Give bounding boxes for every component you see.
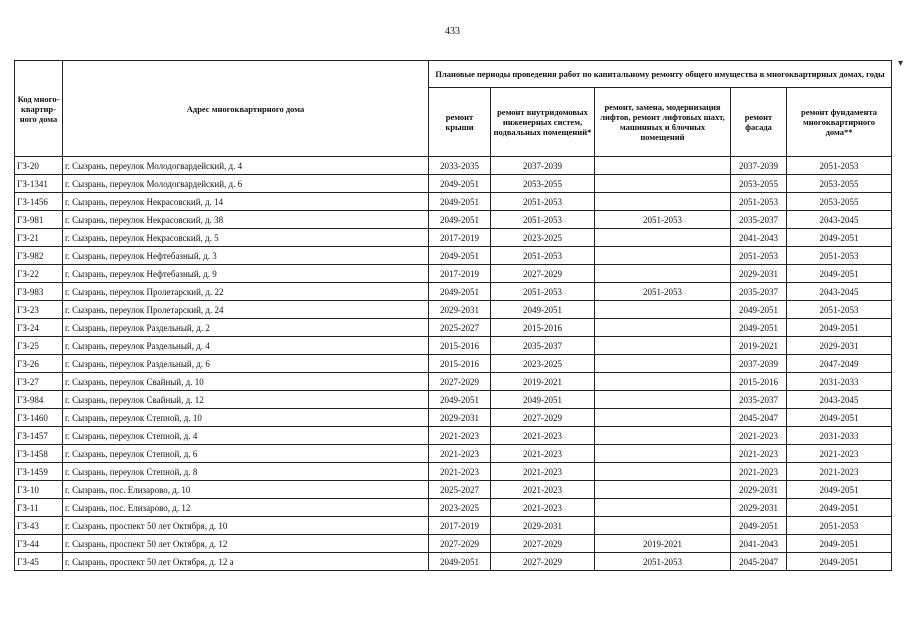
- cell-elevators: [595, 355, 731, 373]
- cell-roof: 2029-2031: [429, 301, 491, 319]
- cell-engineering: 2027-2029: [491, 265, 595, 283]
- header-foundation: ремонт фундамента многоквартирного дома**: [787, 88, 892, 157]
- cell-roof: 2033-2035: [429, 157, 491, 175]
- table-row: [15, 355, 892, 373]
- cell-facade: 2037-2039: [731, 157, 787, 175]
- cell-roof: 2023-2025: [429, 499, 491, 517]
- cell-elevators: [595, 319, 731, 337]
- table-row: [15, 445, 892, 463]
- table-row: [15, 481, 892, 499]
- cell-elevators: [595, 517, 731, 535]
- table-row: [15, 175, 892, 193]
- cell-elevators: [595, 247, 731, 265]
- cell-roof: 2049-2051: [429, 247, 491, 265]
- cell-foundation: 2029-2031: [787, 337, 892, 355]
- table-row: [15, 409, 892, 427]
- cell-code: ГЗ-982: [15, 247, 63, 265]
- cell-elevators: [595, 499, 731, 517]
- header-engineering: ремонт внутридомовых инженерных систем, подвальных помещений*: [491, 88, 595, 157]
- cell-code: ГЗ-1460: [15, 409, 63, 427]
- cell-foundation: 2051-2053: [787, 157, 892, 175]
- cell-facade: 2051-2053: [731, 193, 787, 211]
- table-row: [15, 211, 892, 229]
- table-row: [15, 283, 892, 301]
- cell-code: ГЗ-1459: [15, 463, 63, 481]
- cell-engineering: 2053-2055: [491, 175, 595, 193]
- header-address: Адрес многоквартирного дома: [63, 61, 429, 157]
- cell-foundation: 2021-2023: [787, 445, 892, 463]
- cell-engineering: 2027-2029: [491, 553, 595, 571]
- table-row: [15, 247, 892, 265]
- cell-engineering: 2023-2025: [491, 229, 595, 247]
- cell-roof: 2049-2051: [429, 211, 491, 229]
- cell-roof: 2027-2029: [429, 373, 491, 391]
- cell-foundation: 2051-2053: [787, 247, 892, 265]
- cell-code: ГЗ-25: [15, 337, 63, 355]
- header-code: Код много-квартир-ного дома: [15, 61, 63, 157]
- table-row: [15, 157, 892, 175]
- cell-engineering: 2049-2051: [491, 301, 595, 319]
- cell-address: г. Сызрань, переулок Молодогвардейский, д. 4: [63, 157, 429, 175]
- cell-code: ГЗ-43: [15, 517, 63, 535]
- table-row: [15, 301, 892, 319]
- cell-code: ГЗ-11: [15, 499, 63, 517]
- cell-foundation: 2051-2053: [787, 301, 892, 319]
- cell-facade: 2029-2031: [731, 265, 787, 283]
- cell-address: г. Сызрань, переулок Раздельный, д. 4: [63, 337, 429, 355]
- cell-code: ГЗ-24: [15, 319, 63, 337]
- cell-facade: 2051-2053: [731, 247, 787, 265]
- cell-elevators: 2051-2053: [595, 553, 731, 571]
- cell-elevators: 2051-2053: [595, 283, 731, 301]
- cell-address: г. Сызрань, переулок Молодогвардейский, д. 6: [63, 175, 429, 193]
- cell-facade: 2041-2043: [731, 535, 787, 553]
- table-row: [15, 499, 892, 517]
- cell-address: г. Сызрань, пос. Елизарово, д. 12: [63, 499, 429, 517]
- cell-facade: 2049-2051: [731, 319, 787, 337]
- cell-foundation: 2049-2051: [787, 535, 892, 553]
- cell-facade: 2029-2031: [731, 481, 787, 499]
- table-row: [15, 535, 892, 553]
- cell-foundation: 2049-2051: [787, 499, 892, 517]
- cell-engineering: 2019-2021: [491, 373, 595, 391]
- cell-foundation: 2049-2051: [787, 229, 892, 247]
- cell-elevators: [595, 193, 731, 211]
- cell-facade: 2045-2047: [731, 409, 787, 427]
- table-row: [15, 193, 892, 211]
- header-facade: ремонт фасада: [731, 88, 787, 157]
- cell-facade: 2035-2037: [731, 211, 787, 229]
- cell-engineering: 2029-2031: [491, 517, 595, 535]
- cell-engineering: 2021-2023: [491, 481, 595, 499]
- cell-engineering: 2051-2053: [491, 193, 595, 211]
- cell-foundation: 2051-2053: [787, 517, 892, 535]
- cell-address: г. Сызрань, переулок Пролетарский, д. 24: [63, 301, 429, 319]
- cell-address: г. Сызрань, переулок Некрасовский, д. 38: [63, 211, 429, 229]
- cell-address: г. Сызрань, переулок Раздельный, д. 6: [63, 355, 429, 373]
- cell-roof: 2017-2019: [429, 265, 491, 283]
- cell-foundation: 2053-2055: [787, 175, 892, 193]
- cell-facade: 2019-2021: [731, 337, 787, 355]
- table-row: [15, 373, 892, 391]
- cell-address: г. Сызрань, переулок Степной, д. 4: [63, 427, 429, 445]
- cell-address: г. Сызрань, переулок Степной, д. 8: [63, 463, 429, 481]
- cell-foundation: 2053-2055: [787, 193, 892, 211]
- cell-foundation: 2031-2033: [787, 373, 892, 391]
- cell-code: ГЗ-45: [15, 553, 63, 571]
- cell-elevators: [595, 409, 731, 427]
- capital-repair-table: [14, 60, 892, 571]
- page-number: 433: [445, 26, 460, 37]
- cell-facade: 2021-2023: [731, 445, 787, 463]
- cell-foundation: 2043-2045: [787, 391, 892, 409]
- cell-roof: 2049-2051: [429, 193, 491, 211]
- cell-facade: 2041-2043: [731, 229, 787, 247]
- cell-address: г. Сызрань, переулок Некрасовский, д. 14: [63, 193, 429, 211]
- cell-facade: 2021-2023: [731, 463, 787, 481]
- cell-code: ГЗ-23: [15, 301, 63, 319]
- cell-foundation: 2047-2049: [787, 355, 892, 373]
- cell-roof: 2015-2016: [429, 337, 491, 355]
- cell-elevators: [595, 373, 731, 391]
- cell-elevators: [595, 463, 731, 481]
- cell-elevators: 2019-2021: [595, 535, 731, 553]
- cell-foundation: 2043-2045: [787, 283, 892, 301]
- table-row: [15, 229, 892, 247]
- table-row: [15, 553, 892, 571]
- cell-roof: 2027-2029: [429, 535, 491, 553]
- cell-code: ГЗ-26: [15, 355, 63, 373]
- cell-engineering: 2021-2023: [491, 427, 595, 445]
- cell-code: ГЗ-21: [15, 229, 63, 247]
- cell-address: г. Сызрань, проспект 50 лет Октября, д. 12 а: [63, 553, 429, 571]
- cell-foundation: 2049-2051: [787, 481, 892, 499]
- table-row: [15, 517, 892, 535]
- cell-roof: 2025-2027: [429, 481, 491, 499]
- cell-engineering: 2015-2016: [491, 319, 595, 337]
- cell-address: г. Сызрань, переулок Нефтебазный, д. 9: [63, 265, 429, 283]
- cell-roof: 2049-2051: [429, 175, 491, 193]
- cell-elevators: [595, 265, 731, 283]
- cell-engineering: 2027-2029: [491, 409, 595, 427]
- table-row: [15, 427, 892, 445]
- cell-code: ГЗ-27: [15, 373, 63, 391]
- cell-address: г. Сызрань, переулок Степной, д. 10: [63, 409, 429, 427]
- cell-elevators: [595, 229, 731, 247]
- cell-roof: 2021-2023: [429, 427, 491, 445]
- cell-facade: 2045-2047: [731, 553, 787, 571]
- table-body: [15, 157, 892, 571]
- cell-address: г. Сызрань, переулок Пролетарский, д. 22: [63, 283, 429, 301]
- cell-address: г. Сызрань, проспект 50 лет Октября, д. 10: [63, 517, 429, 535]
- cell-address: г. Сызрань, переулок Нефтебазный, д. 3: [63, 247, 429, 265]
- cell-engineering: 2037-2039: [491, 157, 595, 175]
- cell-facade: 2037-2039: [731, 355, 787, 373]
- cell-address: г. Сызрань, переулок Некрасовский, д. 5: [63, 229, 429, 247]
- cell-facade: 2035-2037: [731, 391, 787, 409]
- cell-roof: 2021-2023: [429, 463, 491, 481]
- cell-roof: 2049-2051: [429, 553, 491, 571]
- cell-foundation: 2049-2051: [787, 409, 892, 427]
- cell-facade: 2035-2037: [731, 283, 787, 301]
- cell-roof: 2017-2019: [429, 229, 491, 247]
- cell-code: ГЗ-983: [15, 283, 63, 301]
- cell-address: г. Сызрань, переулок Степной, д. 6: [63, 445, 429, 463]
- cell-engineering: 2023-2025: [491, 355, 595, 373]
- cell-elevators: [595, 157, 731, 175]
- table-row: [15, 265, 892, 283]
- table-row: [15, 463, 892, 481]
- cell-engineering: 2051-2053: [491, 283, 595, 301]
- cell-address: г. Сызрань, переулок Раздельный, д. 2: [63, 319, 429, 337]
- cell-code: ГЗ-1456: [15, 193, 63, 211]
- cell-address: г. Сызрань, пос. Елизарово, д. 10: [63, 481, 429, 499]
- header-roof: ремонт крыши: [429, 88, 491, 157]
- cell-address: г. Сызрань, переулок Свайный, д. 12: [63, 391, 429, 409]
- cell-engineering: 2049-2051: [491, 391, 595, 409]
- cell-roof: 2021-2023: [429, 445, 491, 463]
- cell-facade: 2049-2051: [731, 517, 787, 535]
- cell-code: ГЗ-20: [15, 157, 63, 175]
- cell-code: ГЗ-22: [15, 265, 63, 283]
- cell-engineering: 2027-2029: [491, 535, 595, 553]
- cell-elevators: [595, 391, 731, 409]
- cell-address: г. Сызрань, переулок Свайный, д. 10: [63, 373, 429, 391]
- cell-facade: 2021-2023: [731, 427, 787, 445]
- table-row: [15, 337, 892, 355]
- margin-mark: ▾: [897, 58, 903, 69]
- cell-elevators: [595, 445, 731, 463]
- cell-foundation: 2049-2051: [787, 553, 892, 571]
- cell-elevators: [595, 427, 731, 445]
- cell-roof: 2017-2019: [429, 517, 491, 535]
- cell-code: ГЗ-1457: [15, 427, 63, 445]
- cell-code: ГЗ-1458: [15, 445, 63, 463]
- cell-foundation: 2031-2033: [787, 427, 892, 445]
- cell-roof: 2049-2051: [429, 283, 491, 301]
- cell-engineering: 2051-2053: [491, 211, 595, 229]
- cell-code: ГЗ-10: [15, 481, 63, 499]
- cell-roof: 2025-2027: [429, 319, 491, 337]
- cell-elevators: [595, 175, 731, 193]
- cell-elevators: 2051-2053: [595, 211, 731, 229]
- cell-elevators: [595, 301, 731, 319]
- cell-foundation: 2049-2051: [787, 319, 892, 337]
- cell-code: ГЗ-44: [15, 535, 63, 553]
- header-periods-group: Плановые периоды проведения работ по капитальному ремонту общего имущества в многоквартирных домах, годы: [429, 61, 892, 88]
- cell-code: ГЗ-1341: [15, 175, 63, 193]
- cell-engineering: 2021-2023: [491, 463, 595, 481]
- cell-code: ГЗ-981: [15, 211, 63, 229]
- cell-foundation: 2021-2023: [787, 463, 892, 481]
- cell-engineering: 2035-2037: [491, 337, 595, 355]
- cell-code: ГЗ-984: [15, 391, 63, 409]
- cell-elevators: [595, 337, 731, 355]
- cell-engineering: 2021-2023: [491, 445, 595, 463]
- cell-elevators: [595, 481, 731, 499]
- cell-engineering: 2021-2023: [491, 499, 595, 517]
- cell-roof: 2049-2051: [429, 391, 491, 409]
- cell-facade: 2029-2031: [731, 499, 787, 517]
- table-row: [15, 319, 892, 337]
- cell-address: г. Сызрань, проспект 50 лет Октября, д. 12: [63, 535, 429, 553]
- cell-roof: 2029-2031: [429, 409, 491, 427]
- header-elevators: ремонт, замена, модернизация лифтов, ремонт лифтовых шахт, машинных и блочных помещений: [595, 88, 731, 157]
- cell-roof: 2015-2016: [429, 355, 491, 373]
- cell-facade: 2049-2051: [731, 301, 787, 319]
- cell-facade: 2053-2055: [731, 175, 787, 193]
- table-row: [15, 391, 892, 409]
- cell-foundation: 2049-2051: [787, 265, 892, 283]
- cell-facade: 2015-2016: [731, 373, 787, 391]
- cell-engineering: 2051-2053: [491, 247, 595, 265]
- cell-foundation: 2043-2045: [787, 211, 892, 229]
